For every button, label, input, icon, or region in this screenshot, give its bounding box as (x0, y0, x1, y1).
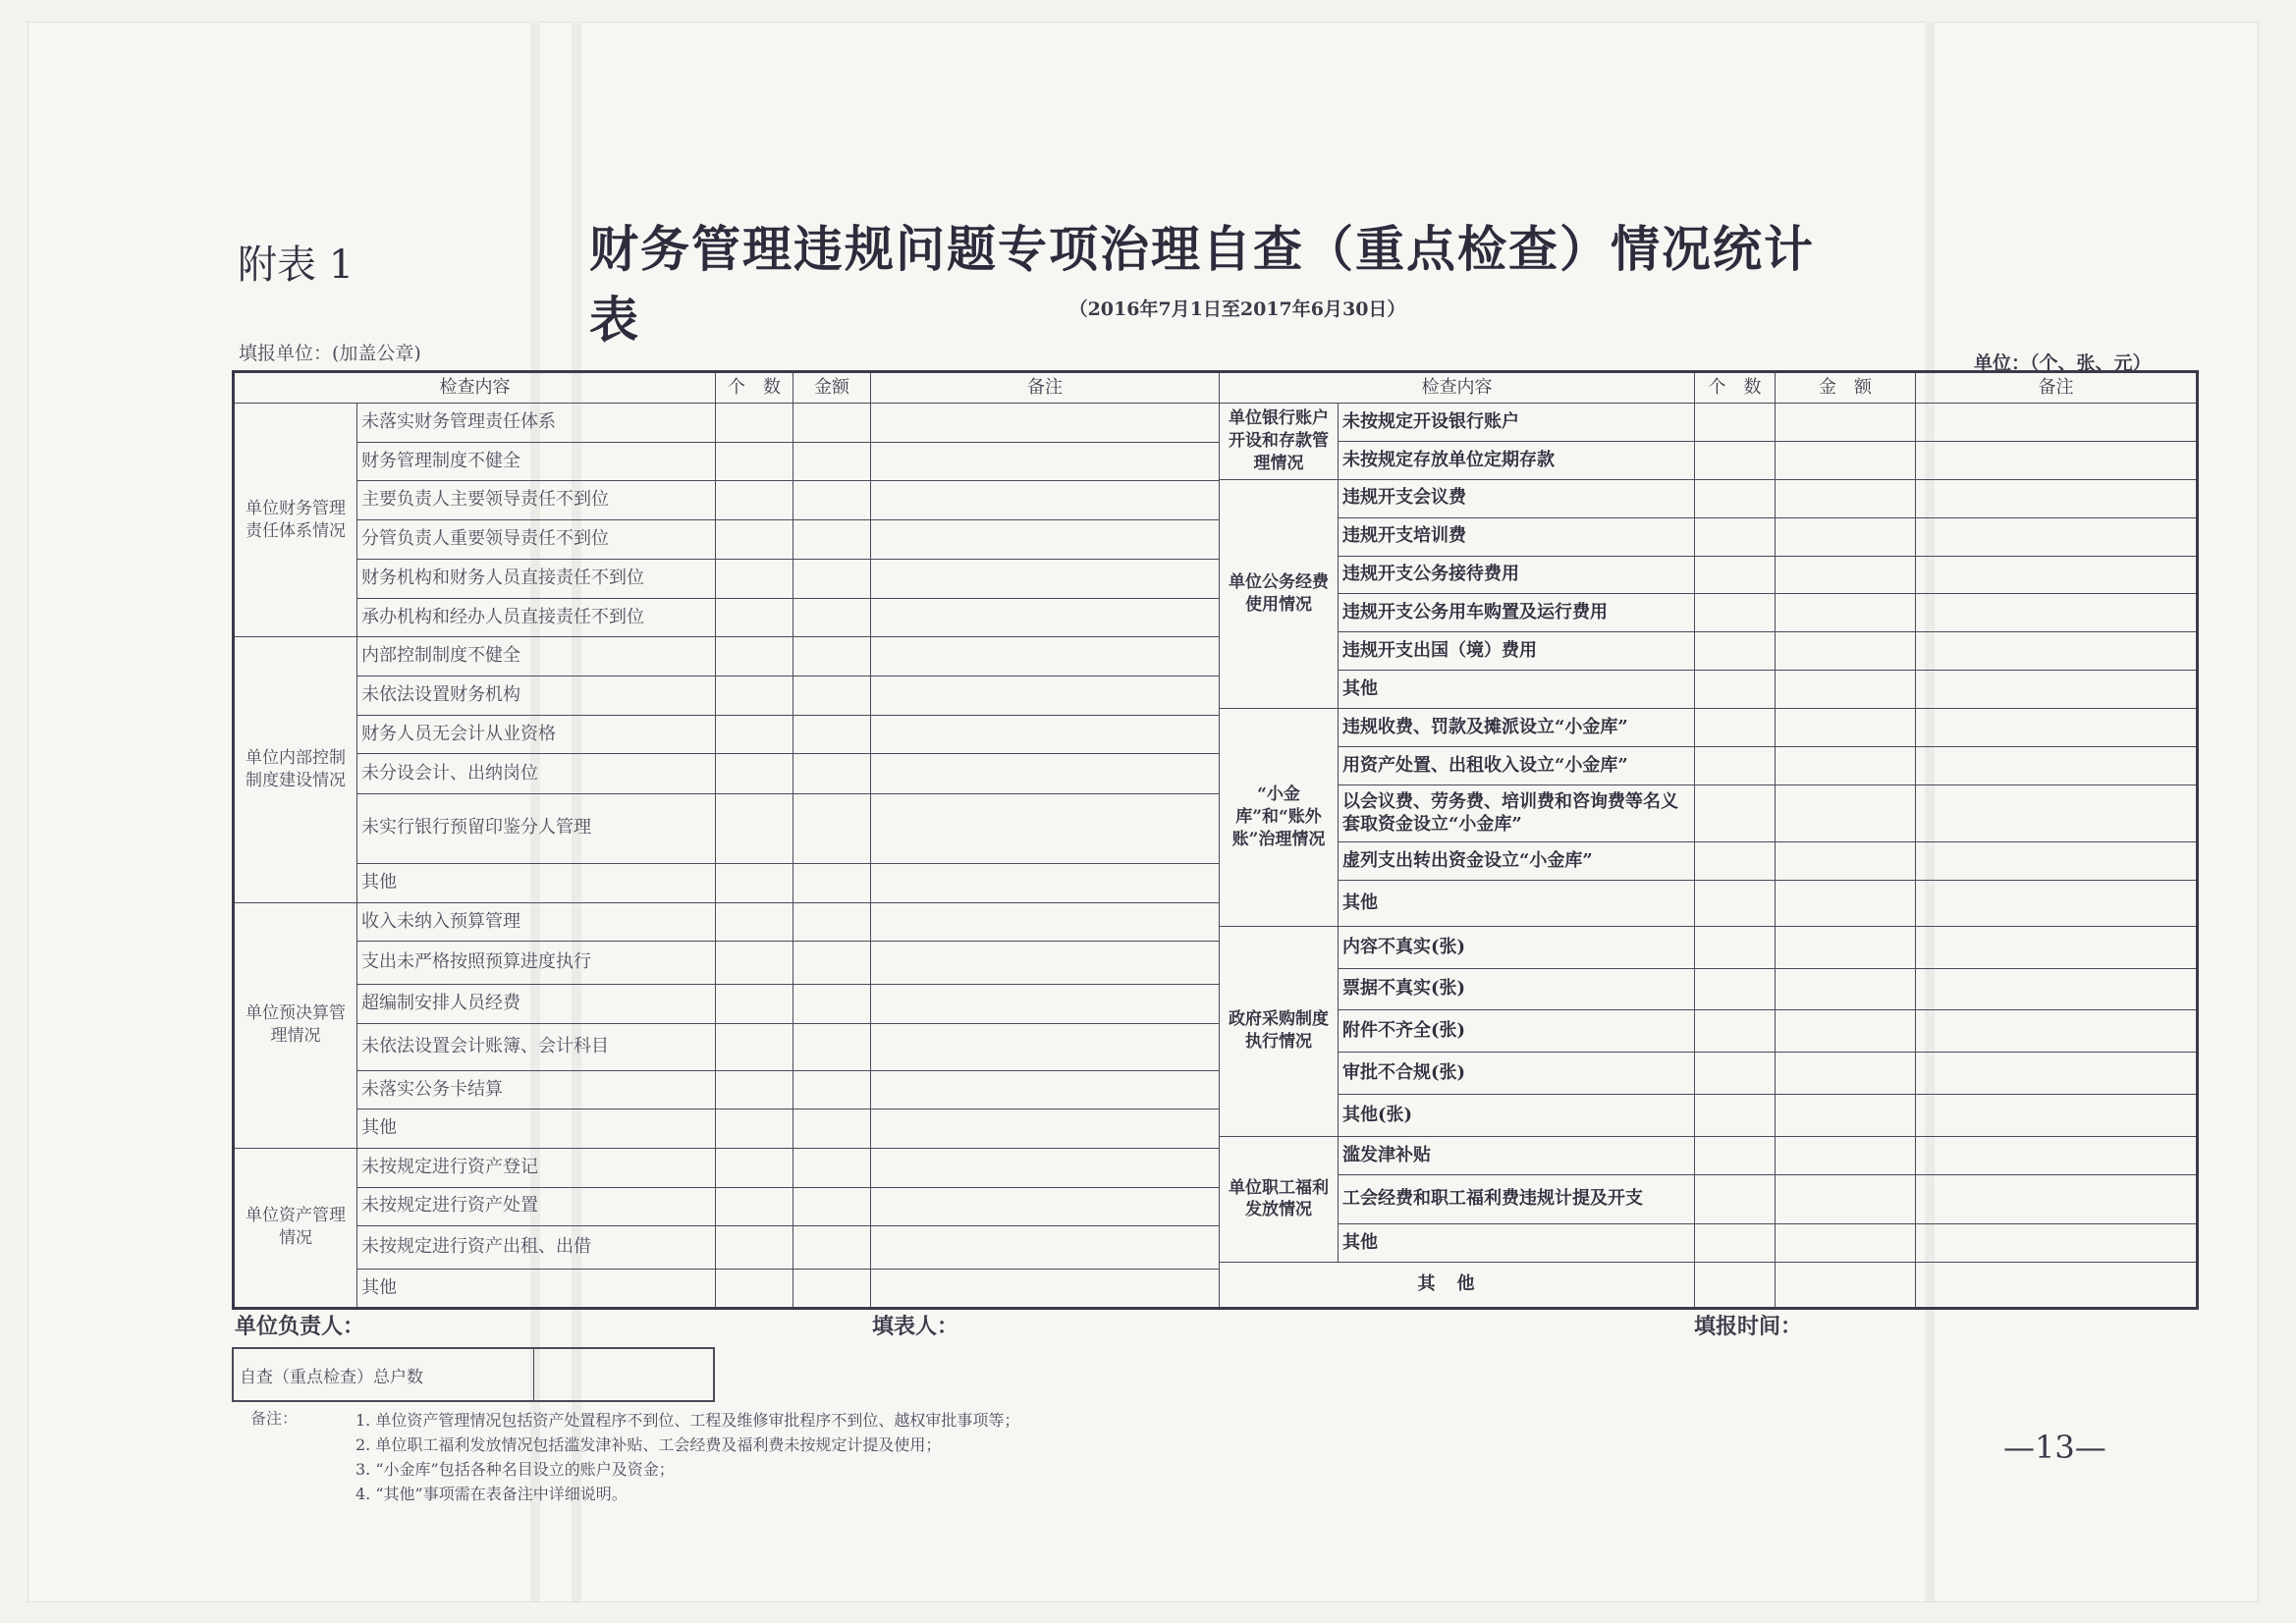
check-item-left: 未按规定进行资产出租、出借 (357, 1226, 716, 1270)
filler-signature-label: 填表人： (872, 1314, 959, 1339)
check-item-left: 超编制安排人员经费 (357, 984, 716, 1023)
count-cell[interactable] (1695, 1136, 1776, 1174)
remark-cell[interactable] (1916, 517, 2198, 556)
count-cell[interactable] (716, 560, 793, 599)
check-item-right: 违规开支公务接待费用 (1339, 556, 1695, 594)
check-item-left: 支出未严格按照预算进度执行 (357, 942, 716, 984)
remark-cell[interactable] (871, 902, 1220, 942)
count-cell[interactable] (1695, 968, 1776, 1010)
section-category-right: “小金库”和“账外账”治理情况 (1220, 709, 1339, 927)
count-cell[interactable] (1695, 479, 1776, 517)
remark-cell[interactable] (871, 1148, 1220, 1187)
page-number: —13— (2003, 1429, 2106, 1466)
table-header-row (234, 372, 2198, 404)
check-item-left: 主要负责人主要领导责任不到位 (357, 481, 716, 520)
check-item-right: 以会议费、劳务费、培训费和咨询费等名义套取资金设立“小金库” (1339, 784, 1695, 841)
count-cell[interactable] (716, 863, 793, 902)
reporting-unit-label: 填报单位：(加盖公章) (239, 343, 421, 364)
count-cell[interactable] (1695, 709, 1776, 747)
check-item-left: 内部控制制度不健全 (357, 637, 716, 676)
remark-cell[interactable] (1916, 1224, 2198, 1263)
column-header: 金额 (793, 372, 871, 404)
remark-cell[interactable] (871, 598, 1220, 637)
check-item-right: 违规开支培训费 (1339, 517, 1695, 556)
check-item-right: 虚列支出转出资金设立“小金库” (1339, 842, 1695, 881)
section-category-left: 单位内部控制制度建设情况 (234, 637, 357, 902)
report-date-label: 填报时间： (1694, 1314, 1803, 1339)
count-cell[interactable] (1695, 404, 1776, 442)
count-cell[interactable] (1695, 1053, 1776, 1095)
column-header: 检查内容 (234, 372, 716, 404)
summary-label: 自查（重点检查）总户数 (233, 1348, 533, 1401)
attachment-label: 附表 1 (238, 243, 355, 288)
check-item-right: 其他 (1339, 1224, 1695, 1263)
amount-cell[interactable] (793, 442, 871, 481)
count-cell[interactable] (716, 676, 793, 716)
remark-cell[interactable] (1916, 1263, 2198, 1309)
check-item-left: 未落实公务卡结算 (357, 1070, 716, 1109)
count-cell[interactable] (1695, 784, 1776, 841)
amount-cell[interactable] (793, 481, 871, 520)
amount-cell[interactable] (793, 1226, 871, 1270)
amount-cell[interactable] (793, 793, 871, 863)
amount-cell[interactable] (1776, 594, 1916, 632)
amount-cell[interactable] (793, 598, 871, 637)
section-category-left: 单位预决算管理情况 (234, 902, 357, 1148)
amount-cell[interactable] (1776, 632, 1916, 671)
count-cell[interactable] (716, 754, 793, 793)
remark-cell[interactable] (1916, 1010, 2198, 1053)
section-category-right: 单位银行账户开设和存款管理情况 (1220, 404, 1339, 480)
count-cell[interactable] (1695, 517, 1776, 556)
check-item-right: 内容不真实(张) (1339, 926, 1695, 968)
remark-cell[interactable] (1916, 842, 2198, 881)
check-item-right: 其他 (1339, 881, 1695, 927)
page-title: 财务管理违规问题专项治理自查（重点检查）情况统计表 (589, 220, 1815, 349)
amount-cell[interactable] (1776, 1053, 1916, 1095)
count-cell[interactable] (716, 481, 793, 520)
count-cell[interactable] (1695, 881, 1776, 927)
amount-cell[interactable] (793, 1109, 871, 1149)
unit-note: 单位：（个、张、元） (1974, 352, 2152, 374)
column-header: 备注 (871, 372, 1220, 404)
count-cell[interactable] (1695, 1010, 1776, 1053)
check-item-left: 其他 (357, 1109, 716, 1149)
remark-cell[interactable] (871, 1226, 1220, 1270)
amount-cell[interactable] (1776, 842, 1916, 881)
check-item-right: 未按规定存放单位定期存款 (1339, 441, 1695, 479)
amount-cell[interactable] (1776, 404, 1916, 442)
remark-cell[interactable] (1916, 632, 2198, 671)
check-item-left: 未依法设置会计账簿、会计科目 (357, 1023, 716, 1070)
count-cell[interactable] (716, 942, 793, 984)
notes-list (355, 1408, 1019, 1506)
section-category-right: 单位职工福利发放情况 (1220, 1136, 1339, 1262)
remark-cell[interactable] (871, 863, 1220, 902)
count-cell[interactable] (716, 902, 793, 942)
check-item-left: 未落实财务管理责任体系 (357, 404, 716, 443)
notes-label: 备注： (250, 1409, 299, 1428)
remark-cell[interactable] (871, 715, 1220, 754)
remark-cell[interactable] (871, 1187, 1220, 1226)
column-header: 个 数 (716, 372, 793, 404)
amount-cell[interactable] (1776, 556, 1916, 594)
check-item-left: 未分设会计、出纳岗位 (357, 754, 716, 793)
check-item-right: 其他(张) (1339, 1095, 1695, 1137)
amount-cell[interactable] (1776, 1136, 1916, 1174)
check-item-left: 财务机构和财务人员直接责任不到位 (357, 560, 716, 599)
remark-cell[interactable] (871, 637, 1220, 676)
check-item-left: 未按规定进行资产处置 (357, 1187, 716, 1226)
amount-cell[interactable] (793, 942, 871, 984)
section-category-left: 单位财务管理责任体系情况 (234, 404, 357, 637)
count-cell[interactable] (716, 404, 793, 443)
summary-table (232, 1347, 715, 1402)
count-cell[interactable] (716, 1270, 793, 1309)
check-item-right: 滥发津补贴 (1339, 1136, 1695, 1174)
amount-cell[interactable] (1776, 968, 1916, 1010)
count-cell[interactable] (1695, 1095, 1776, 1137)
other-row-label: 其他 (1220, 1263, 1695, 1309)
remark-cell[interactable] (1916, 709, 2198, 747)
remark-cell[interactable] (1916, 1095, 2198, 1137)
count-cell[interactable] (1695, 671, 1776, 709)
summary-value-cell[interactable] (533, 1348, 714, 1401)
remark-cell[interactable] (1916, 556, 2198, 594)
amount-cell[interactable] (793, 715, 871, 754)
count-cell[interactable] (716, 1148, 793, 1187)
remark-cell[interactable] (1916, 881, 2198, 927)
check-item-left: 未按规定进行资产登记 (357, 1148, 716, 1187)
check-item-left: 承办机构和经办人员直接责任不到位 (357, 598, 716, 637)
column-header: 备注 (1916, 372, 2198, 404)
note-item: 1. 单位资产管理情况包括资产处置程序不到位、工程及维修审批程序不到位、越权审批事项等； (355, 1411, 1020, 1430)
remark-cell[interactable] (1916, 671, 2198, 709)
amount-cell[interactable] (793, 560, 871, 599)
period-subtitle: （2016年7月1日至2017年6月30日） (1068, 298, 1406, 320)
count-cell[interactable] (716, 598, 793, 637)
note-item: 4. “其他”事项需在表备注中详细说明。 (355, 1485, 628, 1503)
count-cell[interactable] (716, 984, 793, 1023)
remark-cell[interactable] (1916, 479, 2198, 517)
amount-cell[interactable] (1776, 671, 1916, 709)
amount-cell[interactable] (793, 404, 871, 443)
amount-cell[interactable] (793, 1187, 871, 1226)
amount-cell[interactable] (1776, 926, 1916, 968)
remark-cell[interactable] (1916, 441, 2198, 479)
check-item-right: 票据不真实(张) (1339, 968, 1695, 1010)
amount-cell[interactable] (1776, 881, 1916, 927)
column-header: 检查内容 (1220, 372, 1695, 404)
amount-cell[interactable] (1776, 1095, 1916, 1137)
amount-cell[interactable] (793, 754, 871, 793)
count-cell[interactable] (1695, 842, 1776, 881)
amount-cell[interactable] (1776, 709, 1916, 747)
leader-signature-label: 单位负责人： (235, 1314, 365, 1339)
count-cell[interactable] (716, 519, 793, 559)
amount-cell[interactable] (1776, 784, 1916, 841)
count-cell[interactable] (716, 1109, 793, 1149)
count-cell[interactable] (716, 637, 793, 676)
check-item-left: 财务管理制度不健全 (357, 442, 716, 481)
note-item: 2. 单位职工福利发放情况包括滥发津补贴、工会经费及福利费未按规定计提及使用； (355, 1435, 942, 1454)
count-cell[interactable] (716, 1226, 793, 1270)
table-row (234, 404, 2198, 442)
count-cell[interactable] (1695, 441, 1776, 479)
check-item-left: 其他 (357, 1270, 716, 1309)
note-item: 3. “小金库”包括各种名目设立的账户及资金； (355, 1460, 675, 1479)
remark-cell[interactable] (871, 984, 1220, 1023)
amount-cell[interactable] (793, 1148, 871, 1187)
count-cell[interactable] (1695, 747, 1776, 785)
count-cell[interactable] (1695, 556, 1776, 594)
remark-cell[interactable] (1916, 747, 2198, 785)
remark-cell[interactable] (1916, 1136, 2198, 1174)
section-category-right: 单位公务经费使用情况 (1220, 479, 1339, 708)
remark-cell[interactable] (871, 793, 1220, 863)
count-cell[interactable] (716, 793, 793, 863)
check-item-left: 收入未纳入预算管理 (357, 902, 716, 942)
amount-cell[interactable] (1776, 1174, 1916, 1223)
amount-cell[interactable] (1776, 747, 1916, 785)
count-cell[interactable] (716, 1023, 793, 1070)
amount-cell[interactable] (1776, 517, 1916, 556)
amount-cell[interactable] (793, 984, 871, 1023)
column-header: 金 额 (1776, 372, 1916, 404)
amount-cell[interactable] (1776, 441, 1916, 479)
count-cell[interactable] (1695, 632, 1776, 671)
remark-cell[interactable] (1916, 1053, 2198, 1095)
amount-cell[interactable] (1776, 479, 1916, 517)
check-item-left: 分管负责人重要领导责任不到位 (357, 519, 716, 559)
check-item-right: 审批不合规(张) (1339, 1053, 1695, 1095)
check-item-left: 未依法设置财务机构 (357, 676, 716, 716)
count-cell[interactable] (1695, 1224, 1776, 1263)
amount-cell[interactable] (1776, 1010, 1916, 1053)
amount-cell[interactable] (793, 863, 871, 902)
check-item-left: 财务人员无会计从业资格 (357, 715, 716, 754)
check-item-right: 违规收费、罚款及摊派设立“小金库” (1339, 709, 1695, 747)
amount-cell[interactable] (793, 676, 871, 716)
amount-cell[interactable] (793, 1270, 871, 1309)
count-cell[interactable] (1695, 926, 1776, 968)
count-cell[interactable] (716, 715, 793, 754)
remark-cell[interactable] (1916, 594, 2198, 632)
remark-cell[interactable] (1916, 1174, 2198, 1223)
check-item-right: 用资产处置、出租收入设立“小金库” (1339, 747, 1695, 785)
statistics-table (232, 370, 2199, 1310)
section-category-right: 政府采购制度执行情况 (1220, 926, 1339, 1136)
remark-cell[interactable] (871, 519, 1220, 559)
section-category-left: 单位资产管理情况 (234, 1148, 357, 1308)
amount-cell[interactable] (793, 902, 871, 942)
remark-cell[interactable] (1916, 968, 2198, 1010)
remark-cell[interactable] (871, 754, 1220, 793)
remark-cell[interactable] (871, 442, 1220, 481)
amount-cell[interactable] (793, 519, 871, 559)
remark-cell[interactable] (871, 942, 1220, 984)
remark-cell[interactable] (1916, 784, 2198, 841)
remark-cell[interactable] (871, 560, 1220, 599)
count-cell[interactable] (1695, 1174, 1776, 1223)
amount-cell[interactable] (793, 637, 871, 676)
check-item-right: 未按规定开设银行账户 (1339, 404, 1695, 442)
check-item-left: 未实行银行预留印鉴分人管理 (357, 793, 716, 863)
check-item-right: 违规开支公务用车购置及运行费用 (1339, 594, 1695, 632)
column-header: 个 数 (1695, 372, 1776, 404)
check-item-left: 其他 (357, 863, 716, 902)
remark-cell[interactable] (871, 1270, 1220, 1309)
check-item-right: 其他 (1339, 671, 1695, 709)
remark-cell[interactable] (871, 481, 1220, 520)
remark-cell[interactable] (1916, 926, 2198, 968)
check-item-right: 违规开支出国（境）费用 (1339, 632, 1695, 671)
remark-cell[interactable] (871, 1023, 1220, 1070)
remark-cell[interactable] (1916, 404, 2198, 442)
remark-cell[interactable] (871, 404, 1220, 443)
amount-cell[interactable] (1776, 1224, 1916, 1263)
count-cell[interactable] (1695, 594, 1776, 632)
amount-cell[interactable] (793, 1023, 871, 1070)
check-item-right: 违规开支会议费 (1339, 479, 1695, 517)
count-cell[interactable] (1695, 1263, 1776, 1309)
remark-cell[interactable] (871, 1109, 1220, 1149)
remark-cell[interactable] (871, 676, 1220, 716)
amount-cell[interactable] (793, 1070, 871, 1109)
count-cell[interactable] (716, 1187, 793, 1226)
remark-cell[interactable] (871, 1070, 1220, 1109)
check-item-right: 附件不齐全(张) (1339, 1010, 1695, 1053)
count-cell[interactable] (716, 1070, 793, 1109)
check-item-right: 工会经费和职工福利费违规计提及开支 (1339, 1174, 1695, 1223)
amount-cell[interactable] (1776, 1263, 1916, 1309)
count-cell[interactable] (716, 442, 793, 481)
